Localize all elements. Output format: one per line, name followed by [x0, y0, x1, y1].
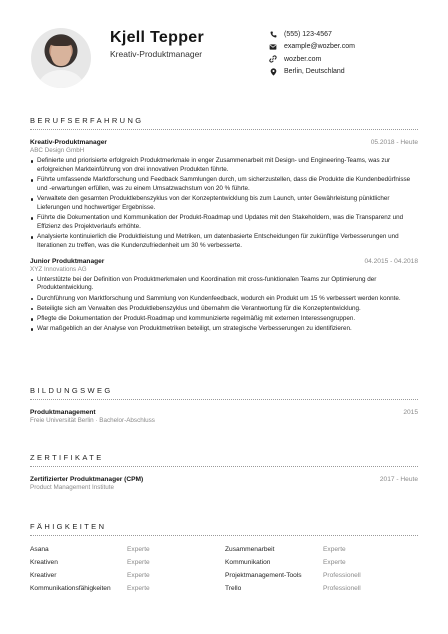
candidate-name: Kjell Tepper: [110, 29, 204, 46]
location-text: Berlin, Deutschland: [284, 68, 345, 76]
certificates-section: [30, 453, 418, 491]
degree-title: Produktmanagement: [30, 409, 96, 416]
contact-phone: [268, 28, 438, 41]
website-text: wozber.com: [284, 55, 322, 63]
skill-level: Experte: [127, 546, 150, 553]
list-item: Unterstützte bei der Definition von Produktmerkmalen und Koordination mit cross-funktionalen Teams zur Optimierung der Produktentwicklung.: [30, 276, 418, 294]
job-entry: [30, 258, 418, 334]
list-item: Führte die Dokumentation und Kommunikation der Produkt-Roadmap und Updates mit den Stakeholdern, was die Transparenz und Effizienz des Projektverlaufs erhöhte.: [30, 214, 418, 232]
list-item: Pflegte die Dokumentation der Produkt-Roadmap und kommunizierte regelmäßig mit externen Interessengruppen.: [30, 315, 418, 324]
skill-level: Experte: [127, 559, 150, 567]
skill-level: Experte: [323, 559, 346, 567]
skill-name: Kommunikationsfähigkeiten: [30, 585, 111, 593]
job-bullets: [30, 276, 418, 334]
experience-section: [30, 116, 418, 335]
certificate-entry: [30, 476, 418, 491]
contact-list: [268, 28, 438, 78]
phone-text: (555) 123-4567: [284, 30, 332, 38]
skill-name: Projektmanagement-Tools: [225, 572, 302, 580]
skill-name: Kreativer: [30, 572, 57, 580]
section-title-education: BILDUNGSWEG: [30, 386, 113, 395]
skill-level: Professionell: [323, 572, 361, 580]
skill-name: Kommunikation: [225, 559, 271, 567]
email-icon: [268, 44, 278, 50]
contact-location: [268, 66, 438, 79]
list-item: Durchführung von Marktforschung und Sammlung von Kundenfeedback, wodurch ein Produkt um 15 % verbessert werden konnte.: [30, 295, 418, 304]
job-company: ABC Design GmbH: [30, 147, 85, 154]
contact-email[interactable]: [268, 41, 438, 54]
section-title-certificates: ZERTIFIKATE: [30, 453, 104, 462]
location-icon: [268, 68, 278, 76]
job-title: Junior Produktmanager: [30, 257, 105, 265]
certificate-name: Zertifizierter Produktmanager (CPM): [30, 476, 144, 483]
skill-name: Zusammenarbeit: [225, 546, 275, 553]
skill-level: Experte: [127, 585, 150, 593]
skills-grid: [30, 546, 418, 593]
section-divider: [30, 535, 418, 536]
email-text: example@wozber.com: [284, 43, 355, 51]
job-entry: [30, 139, 418, 251]
skill-name: Kreativen: [30, 559, 58, 567]
job-company: XYZ Innovations AG: [30, 265, 87, 273]
skill-level: Experte: [127, 572, 150, 580]
phone-icon: [268, 31, 278, 38]
profile-photo: [31, 28, 91, 88]
resume-header: [0, 0, 448, 110]
education-section: [30, 386, 418, 424]
list-item: Beteiligte sich am Verwalten des Produktlebenszyklus und übernahm die Verantwortung für die Konzeptentwicklung.: [30, 305, 418, 314]
section-divider: [30, 129, 418, 130]
link-icon: [268, 55, 278, 63]
school-name: Freie Universität Berlin · Bachelor-Abschluss: [30, 417, 155, 424]
job-title: Kreativ-Produktmanager: [30, 139, 107, 146]
section-title-skills: FÄHIGKEITEN: [30, 522, 107, 531]
education-date: 2015: [403, 409, 418, 416]
list-item: Definierte und priorisierte erfolgreich Produktmerkmale in enger Zusammenarbeit mit Design- und Engineering-Teams, was zur erfolgreichen Markteinführung von drei innovativen Produkten führte.: [30, 157, 418, 175]
job-bullets: [30, 157, 418, 251]
certificate-date: 2017 - Heute: [379, 476, 418, 483]
section-divider: [30, 399, 418, 400]
job-date: 05.2018 - Heute: [370, 139, 418, 146]
education-entry: [30, 409, 418, 424]
skill-name: Trello: [225, 585, 242, 593]
list-item: Analysierte kontinuierlich die Produktleistung und Metriken, um datenbasierte Entscheidungen für zukünftige Verbesserungen und Iterationen zu treffen, was die Kundenzufriedenheit um 30 % verbesserte.: [30, 233, 418, 251]
skills-section: [30, 522, 418, 593]
skill-level: Professionell: [323, 585, 361, 593]
list-item: Verwaltete den gesamten Produktlebenszyklus von der Konzeptentwicklung bis zum Launch, unter Gewährleistung pünktlicher Lieferungen und hochwertiger Ergebnisse.: [30, 195, 418, 213]
job-date: 04.2015 - 04.2018: [364, 257, 418, 265]
section-title-experience: BERUFSERFAHRUNG: [30, 116, 144, 125]
skill-name: Asana: [30, 546, 49, 553]
list-item: Führte umfassende Marktforschung und Feedback Sammlungen durch, um sicherzustellen, dass die Produkte die Kundenbedürfnisse und -erwartungen erfüllen, was zu einem Umsatzwachstum von 20 % führte.: [30, 176, 418, 194]
contact-website[interactable]: [268, 53, 438, 66]
candidate-role: Kreativ-Produktmanager: [110, 49, 203, 59]
certificate-issuer: Product Management Institute: [30, 484, 115, 491]
section-divider: [30, 466, 418, 467]
list-item: War maßgeblich an der Analyse von Produktmetriken beteiligt, um strategische Verbesserungen zu identifizieren.: [30, 325, 418, 334]
skill-level: Experte: [323, 546, 346, 553]
